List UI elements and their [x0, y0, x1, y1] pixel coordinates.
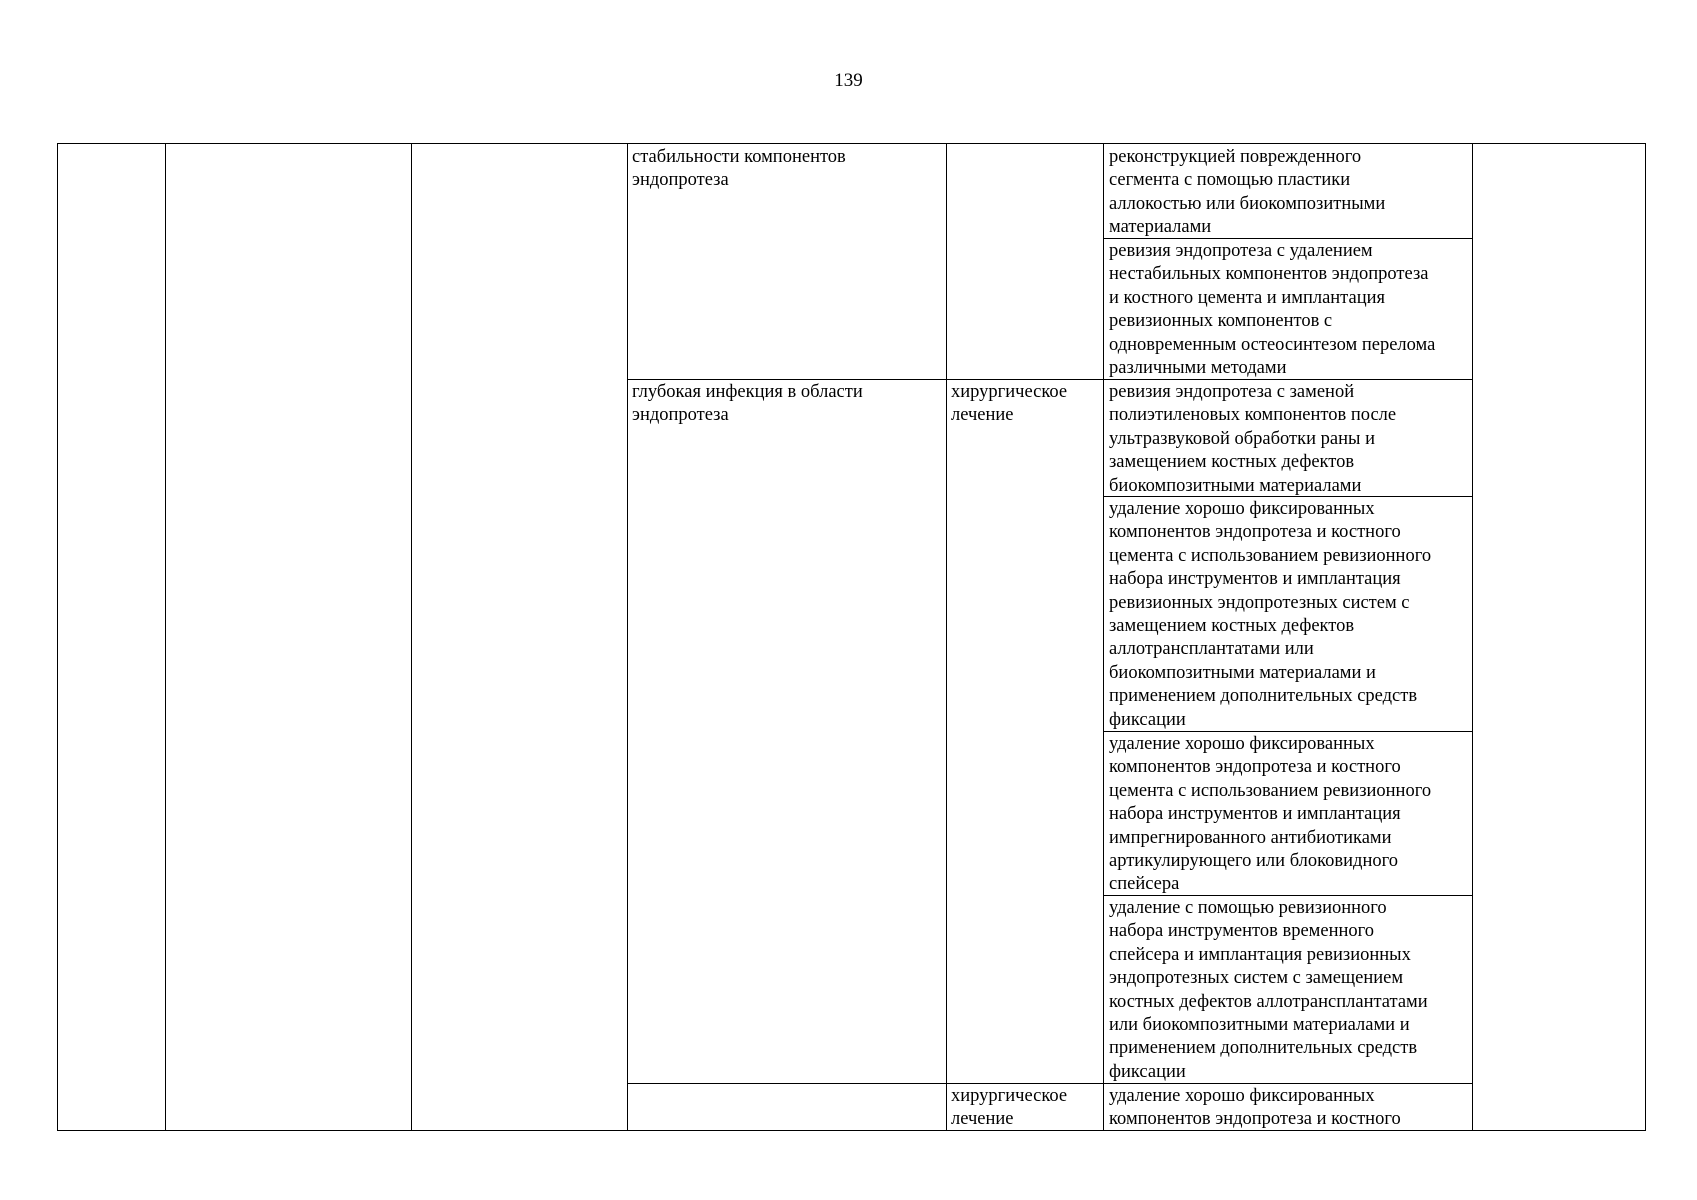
column-divider	[946, 143, 947, 1131]
treatment-cell: хирургическое лечение	[951, 1086, 1068, 1130]
column-divider	[411, 143, 412, 1131]
table-bottom-border	[57, 1130, 1646, 1131]
page-number: 139	[834, 70, 863, 91]
method-cell: ревизия эндопротеза с заменой полиэтиленовых компонентов после ультразвуковой обработки раны и замещением костных дефектов биокомпозитными материалами	[1109, 382, 1397, 496]
treatment-cell: хирургическое лечение	[951, 382, 1068, 426]
method-cell: удаление хорошо фиксированных компонентов эндопротеза и костного цемента с использованием ревизионного набора инструментов и имплантация ревизионных эндопротезных систем с замещением костных дефектов аллотрансплантатами или биокомпозитными материалами и применением дополнительных средств фиксации	[1109, 499, 1432, 730]
condition-cell: глубокая инфекция в области эндопротеза	[632, 382, 863, 426]
method-cell: удаление с помощью ревизионного набора инструментов временного спейсера и имплантация ревизионных эндопротезных систем с замещением костных дефектов аллотрансплантатами или биокомпозитными материалами и применением дополнительных средств фиксации	[1109, 898, 1428, 1082]
method-cell: реконструкцией поврежденного сегмента с помощью пластики аллокостью или биокомпозитными материалами	[1109, 147, 1386, 238]
column-divider	[1645, 143, 1646, 1131]
column-divider	[57, 143, 58, 1131]
condition-cell: стабильности компонентов эндопротеза	[632, 147, 846, 191]
method-cell: удаление хорошо фиксированных компонентов эндопротеза и костного цемента с использованием ревизионного набора инструментов и имплантация импрегнированного антибиотиками артикулирующего или блоковидного спейсера	[1109, 734, 1432, 895]
column-divider	[165, 143, 166, 1131]
method-cell: удаление хорошо фиксированных компонентов эндопротеза и костного	[1109, 1086, 1401, 1130]
table-top-border	[57, 143, 1646, 144]
column-divider	[1103, 143, 1104, 1131]
column-divider	[627, 143, 628, 1131]
method-cell: ревизия эндопротеза с удалением нестабильных компонентов эндопротеза и костного цемента и имплантация ревизионных компонентов с одновременным остеосинтезом перелома различными методами	[1109, 241, 1436, 379]
column-divider	[1472, 143, 1473, 1131]
